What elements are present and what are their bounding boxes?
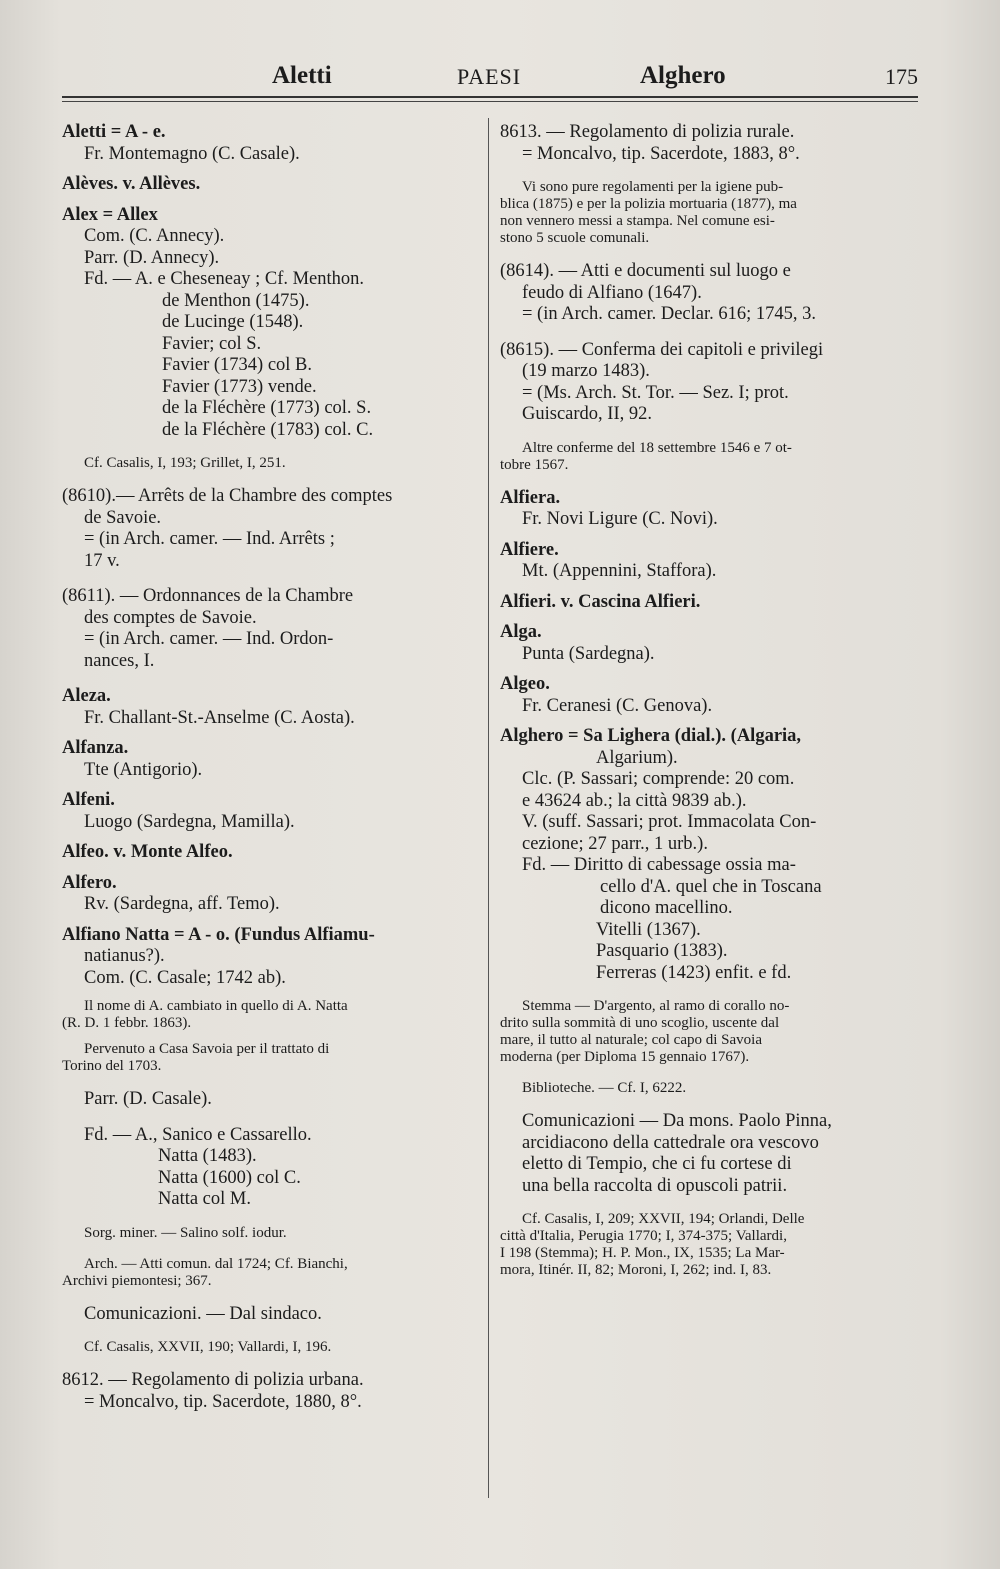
text-line: natianus?). <box>84 946 165 966</box>
text-line: cezione; 27 parr., 1 urb.). <box>522 833 708 854</box>
text-line: = (in Arch. camer. — Ind. Arrêts ; <box>84 529 335 549</box>
text-line: Rv. (Sardegna, aff. Temo). <box>84 894 280 914</box>
spacer <box>62 916 482 925</box>
header-left-word: Aletti <box>272 62 332 89</box>
spacer <box>500 1097 920 1111</box>
spacer <box>500 247 920 261</box>
text-line: Ferreras (1423) enfit. e fd. <box>596 962 792 983</box>
spacer <box>62 441 482 455</box>
text-line: stono 5 scuole comunali. <box>500 230 650 246</box>
header-right-word: Alghero <box>640 62 726 89</box>
spacer <box>62 1075 482 1089</box>
text-line: de Savoie. <box>84 507 162 528</box>
text-line: Altre conferme del 18 settembre 1546 e 7 ot- <box>522 439 792 456</box>
text-line: 8612. — Regolamento di polizia urbana. <box>62 1370 364 1390</box>
text-line: de Menthon (1475). <box>162 290 310 311</box>
spacer <box>62 572 482 586</box>
text-line: Algarium). <box>596 747 678 768</box>
text-line: Punta (Sardegna). <box>522 643 655 664</box>
spacer <box>62 1211 482 1225</box>
entry-headword: Alfiere. <box>500 539 559 560</box>
text-line: Pervenuto a Casa Savoia per il trattato di <box>84 1041 330 1057</box>
text-line: 17 v. <box>84 550 120 571</box>
spacer <box>500 531 920 540</box>
text-line: Fd. — A. e Cheseneay ; Cf. Menthon. <box>84 269 365 289</box>
text-line: Cf. Casalis, I, 193; Grillet, I, 251. <box>84 455 286 471</box>
text-line: Cf. Casalis, XXVII, 190; Vallardi, I, 196. <box>84 1339 332 1355</box>
spacer <box>500 613 920 622</box>
text-line: de la Fléchère (1783) col. C. <box>162 419 374 440</box>
text-line: Tte (Antigorio). <box>84 759 203 780</box>
text-line: e 43624 ab.; la città 9839 ab.). <box>522 790 747 811</box>
text-line: drito sulla sommità di uno scoglio, uscente dal <box>500 1015 780 1031</box>
text-line: Fr. Ceranesi (C. Genova). <box>522 695 713 716</box>
text-line: nances, I. <box>84 650 155 671</box>
spacer <box>62 833 482 842</box>
text-line: Sorg. miner. — Salino solf. iodur. <box>84 1224 287 1241</box>
text-line: (8610).— Arrêts de la Chambre des comptes <box>62 486 393 506</box>
text-line: una bella raccolta di opuscoli patrii. <box>522 1175 788 1196</box>
text-line: de Lucinge (1548). <box>162 312 304 332</box>
text-line: Parr. (D. Annecy). <box>84 247 220 268</box>
spacer <box>62 781 482 790</box>
text-line: Archivi piemontesi; 367. <box>62 1272 212 1289</box>
text-line: Luogo (Sardegna, Mamilla). <box>84 811 295 832</box>
text-line: Comunicazioni. — Dal sindaco. <box>84 1303 322 1324</box>
entry-headword: Alfanza. <box>62 738 129 758</box>
spacer <box>62 165 482 174</box>
text-line: Com. (C. Annecy). <box>84 226 225 246</box>
entry-headword: Aleza. <box>62 686 111 706</box>
spacer <box>500 984 920 998</box>
text-line: dicono macellino. <box>600 898 733 918</box>
spacer <box>500 1066 920 1080</box>
header-rule-thin <box>62 101 918 102</box>
text-line: Stemma — D'argento, al ramo di corallo no- <box>522 998 790 1014</box>
spacer <box>62 1356 482 1370</box>
text-line: Natta (1600) col C. <box>158 1167 301 1188</box>
text-line: Com. (C. Casale; 1742 ab). <box>84 967 286 988</box>
spacer <box>62 989 482 998</box>
text-line: Torino del 1703. <box>62 1058 162 1074</box>
spacer <box>62 472 482 486</box>
entry-headword: Alfiano Natta = A - o. (Fundus Alfiamu- <box>62 924 375 945</box>
entry-headword: Alfero. <box>62 872 117 893</box>
spacer <box>62 864 482 873</box>
text-line: des comptes de Savoie. <box>84 607 257 628</box>
text-line: non vennero messi a stampa. Nel comune esi- <box>500 213 775 229</box>
text-line: Favier (1773) vende. <box>162 376 317 397</box>
text-line: = (in Arch. camer. Declar. 616; 1745, 3. <box>522 304 817 324</box>
text-line: I 198 (Stemma); H. P. Mon., IX, 1535; La Mar- <box>500 1245 785 1261</box>
column-divider <box>488 118 489 1498</box>
text-line: Natta col M. <box>158 1189 251 1209</box>
spacer <box>500 474 920 488</box>
spacer <box>62 196 482 205</box>
header-section-title: PAESI <box>457 64 522 89</box>
spacer <box>62 729 482 738</box>
entry-headword: Alga. <box>500 622 542 642</box>
spacer <box>500 665 920 674</box>
entry-headword: Alfieri. v. Cascina Alfieri. <box>500 591 701 612</box>
text-line: (8614). — Atti e documenti sul luogo e <box>500 261 791 281</box>
spacer <box>62 1290 482 1304</box>
text-line: (R. D. 1 febbr. 1863). <box>62 1015 192 1031</box>
spacer <box>500 717 920 726</box>
spacer <box>500 165 920 179</box>
text-line: Parr. (D. Casale). <box>84 1089 212 1109</box>
text-line: Favier (1734) col B. <box>162 355 313 375</box>
text-line: = Moncalvo, tip. Sacerdote, 1883, 8°. <box>522 143 800 164</box>
text-line: Natta (1483). <box>158 1146 257 1166</box>
header-rule-thick <box>62 96 918 98</box>
text-line: V. (suff. Sassari; prot. Immacolata Con- <box>522 812 817 832</box>
spacer <box>62 672 482 686</box>
entry-headword: Alèves. v. Allèves. <box>62 174 201 194</box>
text-line: Pasquario (1383). <box>596 941 728 961</box>
text-line: Cf. Casalis, I, 209; XXVII, 194; Orlandi, Delle <box>522 1211 805 1227</box>
text-line: Favier; col S. <box>162 333 262 354</box>
text-line: (19 marzo 1483). <box>522 361 650 381</box>
entry-headword: Alghero = Sa Lighera (dial.). (Algaria, <box>500 726 802 746</box>
text-line: moderna (per Diploma 15 gennaio 1767). <box>500 1049 750 1065</box>
entry-headword: Alfeni. <box>62 790 115 810</box>
text-line: Guiscardo, II, 92. <box>522 404 652 424</box>
text-line: eletto di Tempio, che ci fu cortese di <box>522 1154 792 1174</box>
text-line: Vi sono pure regolamenti per la igiene pub- <box>522 179 784 195</box>
page-header <box>62 58 918 98</box>
text-line: mare, il tutto al naturale; col capo di Savoia <box>500 1032 762 1048</box>
text-line: Fr. Novi Ligure (C. Novi). <box>522 509 718 529</box>
text-line: Arch. — Atti comun. dal 1724; Cf. Bianchi, <box>84 1255 348 1272</box>
text-line: arcidiacono della cattedrale ora vescovo <box>522 1132 819 1153</box>
left-column <box>62 122 482 1413</box>
spacer <box>62 1325 482 1339</box>
right-column <box>500 122 920 1279</box>
text-line: Fr. Challant-St.-Anselme (C. Aosta). <box>84 707 355 728</box>
text-line: blica (1875) e per la polizia mortuaria (1877), ma <box>500 196 797 212</box>
text-line: mora, Itinér. II, 82; Moroni, I, 262; ind. I, 83. <box>500 1262 772 1278</box>
text-line: Clc. (P. Sassari; comprende: 20 com. <box>522 769 795 789</box>
text-line: Il nome di A. cambiato in quello di A. Natta <box>84 998 348 1014</box>
text-line: Fd. — A., Sanico e Cassarello. <box>84 1124 312 1145</box>
spacer <box>62 1032 482 1041</box>
text-line: Mt. (Appennini, Staffora). <box>522 561 717 581</box>
text-line: = Moncalvo, tip. Sacerdote, 1880, 8°. <box>84 1391 362 1412</box>
text-line: tobre 1567. <box>500 456 569 473</box>
entry-headword: Alfiera. <box>500 487 561 508</box>
spacer <box>500 1197 920 1211</box>
spacer <box>62 1242 482 1256</box>
text-line: = (in Arch. camer. — Ind. Ordon- <box>84 629 334 649</box>
spacer <box>500 326 920 340</box>
text-line: città d'Italia, Perugia 1770; I, 374-375; Vallardi, <box>500 1228 787 1244</box>
spacer <box>500 426 920 440</box>
text-line: (8615). — Conferma dei capitoli e privilegi <box>500 339 824 360</box>
text-line: = (Ms. Arch. St. Tor. — Sez. I; prot. <box>522 382 789 403</box>
text-line: de la Fléchère (1773) col. S. <box>162 398 372 418</box>
text-line: Fd. — Diritto di cabessage ossia ma- <box>522 855 796 875</box>
text-line: Comunicazioni — Da mons. Paolo Pinna, <box>522 1111 832 1131</box>
page-number: 175 <box>885 64 918 89</box>
text-line: feudo di Alfiano (1647). <box>522 282 702 303</box>
spacer <box>62 1111 482 1125</box>
entry-headword: Algeo. <box>500 674 550 694</box>
text-line: (8611). — Ordonnances de la Chambre <box>62 586 354 606</box>
text-line: 8613. — Regolamento di polizia rurale. <box>500 122 795 142</box>
entry-headword: Aletti = A - e. <box>62 122 166 142</box>
text-line: Fr. Montemagno (C. Casale). <box>84 143 300 164</box>
text-line: cello d'A. quel che in Toscana <box>600 876 822 897</box>
text-line: Vitelli (1367). <box>596 919 701 940</box>
entry-headword: Alex = Allex <box>62 204 158 225</box>
entry-headword: Alfeo. v. Monte Alfeo. <box>62 842 233 862</box>
spacer <box>500 583 920 592</box>
text-line: Biblioteche. — Cf. I, 6222. <box>522 1080 687 1096</box>
